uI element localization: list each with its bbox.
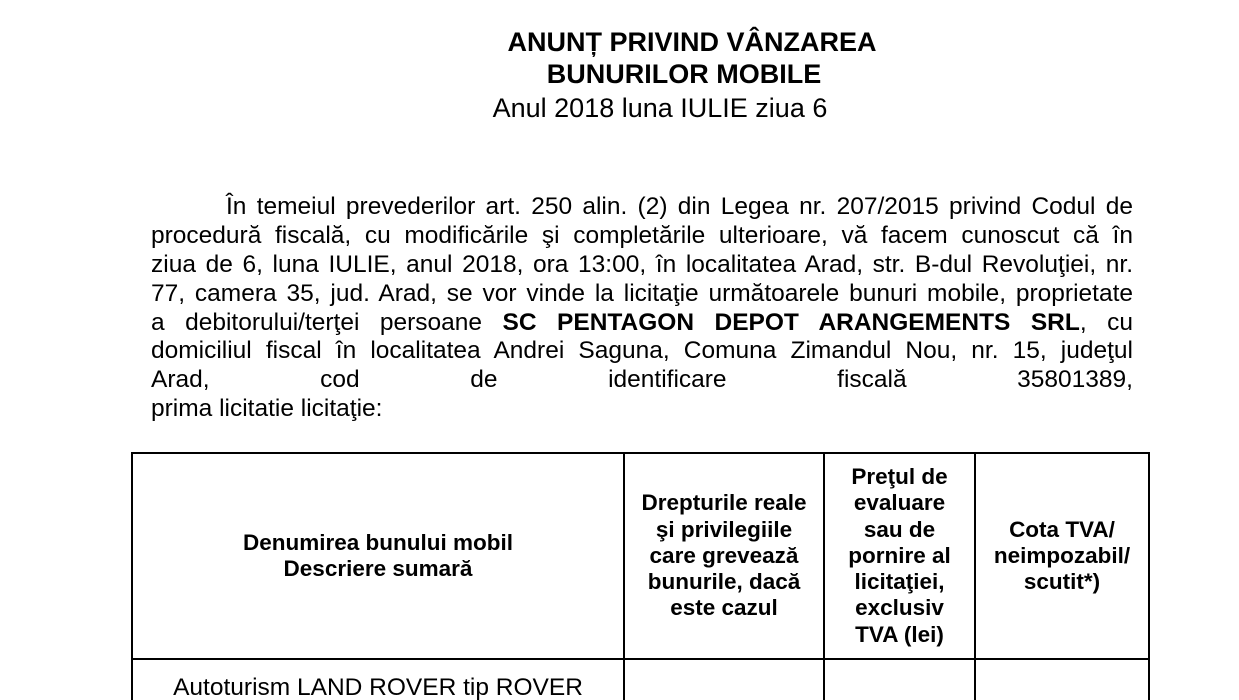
header-label-starting-price: Preţul de evaluare sau de pornire al licitaţiei, exclusiv TVA (lei) (848, 463, 951, 647)
cell-item-description (133, 660, 625, 700)
debtor-prefix: a debitorului/terţei persoane (151, 308, 483, 336)
header-label-vat-rate: Cota TVA/ neimpozabil/ scutit*) (993, 516, 1131, 595)
intro-line-6: domiciliul fiscal în localitatea Andrei Saguna, Comuna Zimandul Nou, nr. 15, judeţul (151, 337, 1133, 365)
intro-line-8: prima licitatie licitaţie: (151, 395, 383, 423)
intro-line-7: Arad, cod de identificare fiscală 35801389, (151, 366, 1133, 394)
header-cell-item-name (133, 454, 625, 658)
table-row (133, 660, 1148, 700)
intro-line-4: 77, camera 35, jud. Arad, se vor vinde la licitaţie următoarele bunuri mobile, proprietate (151, 279, 1133, 307)
notice-title-line-1: ANUNȚ PRIVIND VÂNZAREA (507, 27, 877, 57)
header-cell-rights (625, 454, 825, 658)
goods-table (131, 452, 1150, 700)
cell-vat-rate (976, 660, 1148, 700)
header-label-item-name: Denumirea bunului mobil Descriere sumară (242, 529, 513, 581)
item-description: Autoturism LAND ROVER tip ROVER (173, 674, 583, 700)
header-label-rights: Drepturile reale şi privilegiile care grevează bunurile, dacă este cazul (641, 490, 807, 621)
debtor-suffix: , cu (1079, 308, 1133, 336)
notice-date-line: Anul 2018 luna IULIE ziua 6 (492, 93, 828, 123)
intro-line-5 (151, 309, 1133, 338)
table-header-row (133, 454, 1148, 660)
intro-line-1: În temeiul prevederilor art. 250 alin. (2) din Legea nr. 207/2015 privind Codul de (226, 193, 1133, 220)
intro-line-2: procedură fiscală, cu modificările şi completările ulterioare, vă facem cunoscut că în (151, 221, 1133, 249)
cell-rights (625, 660, 825, 700)
header-cell-vat-rate (976, 454, 1148, 658)
intro-line-3: ziua de 6, luna IULIE, anul 2018, ora 13:00, în localitatea Arad, str. B-dul Revoluţiei, nr. (151, 250, 1133, 278)
header-cell-starting-price (825, 454, 976, 658)
notice-title-line-2: BUNURILOR MOBILE (546, 59, 822, 89)
cell-starting-price (825, 660, 976, 700)
intro-paragraph (151, 193, 1133, 424)
debtor-name: SC PENTAGON DEPOT ARANGEMENTS SRL (502, 308, 1080, 336)
